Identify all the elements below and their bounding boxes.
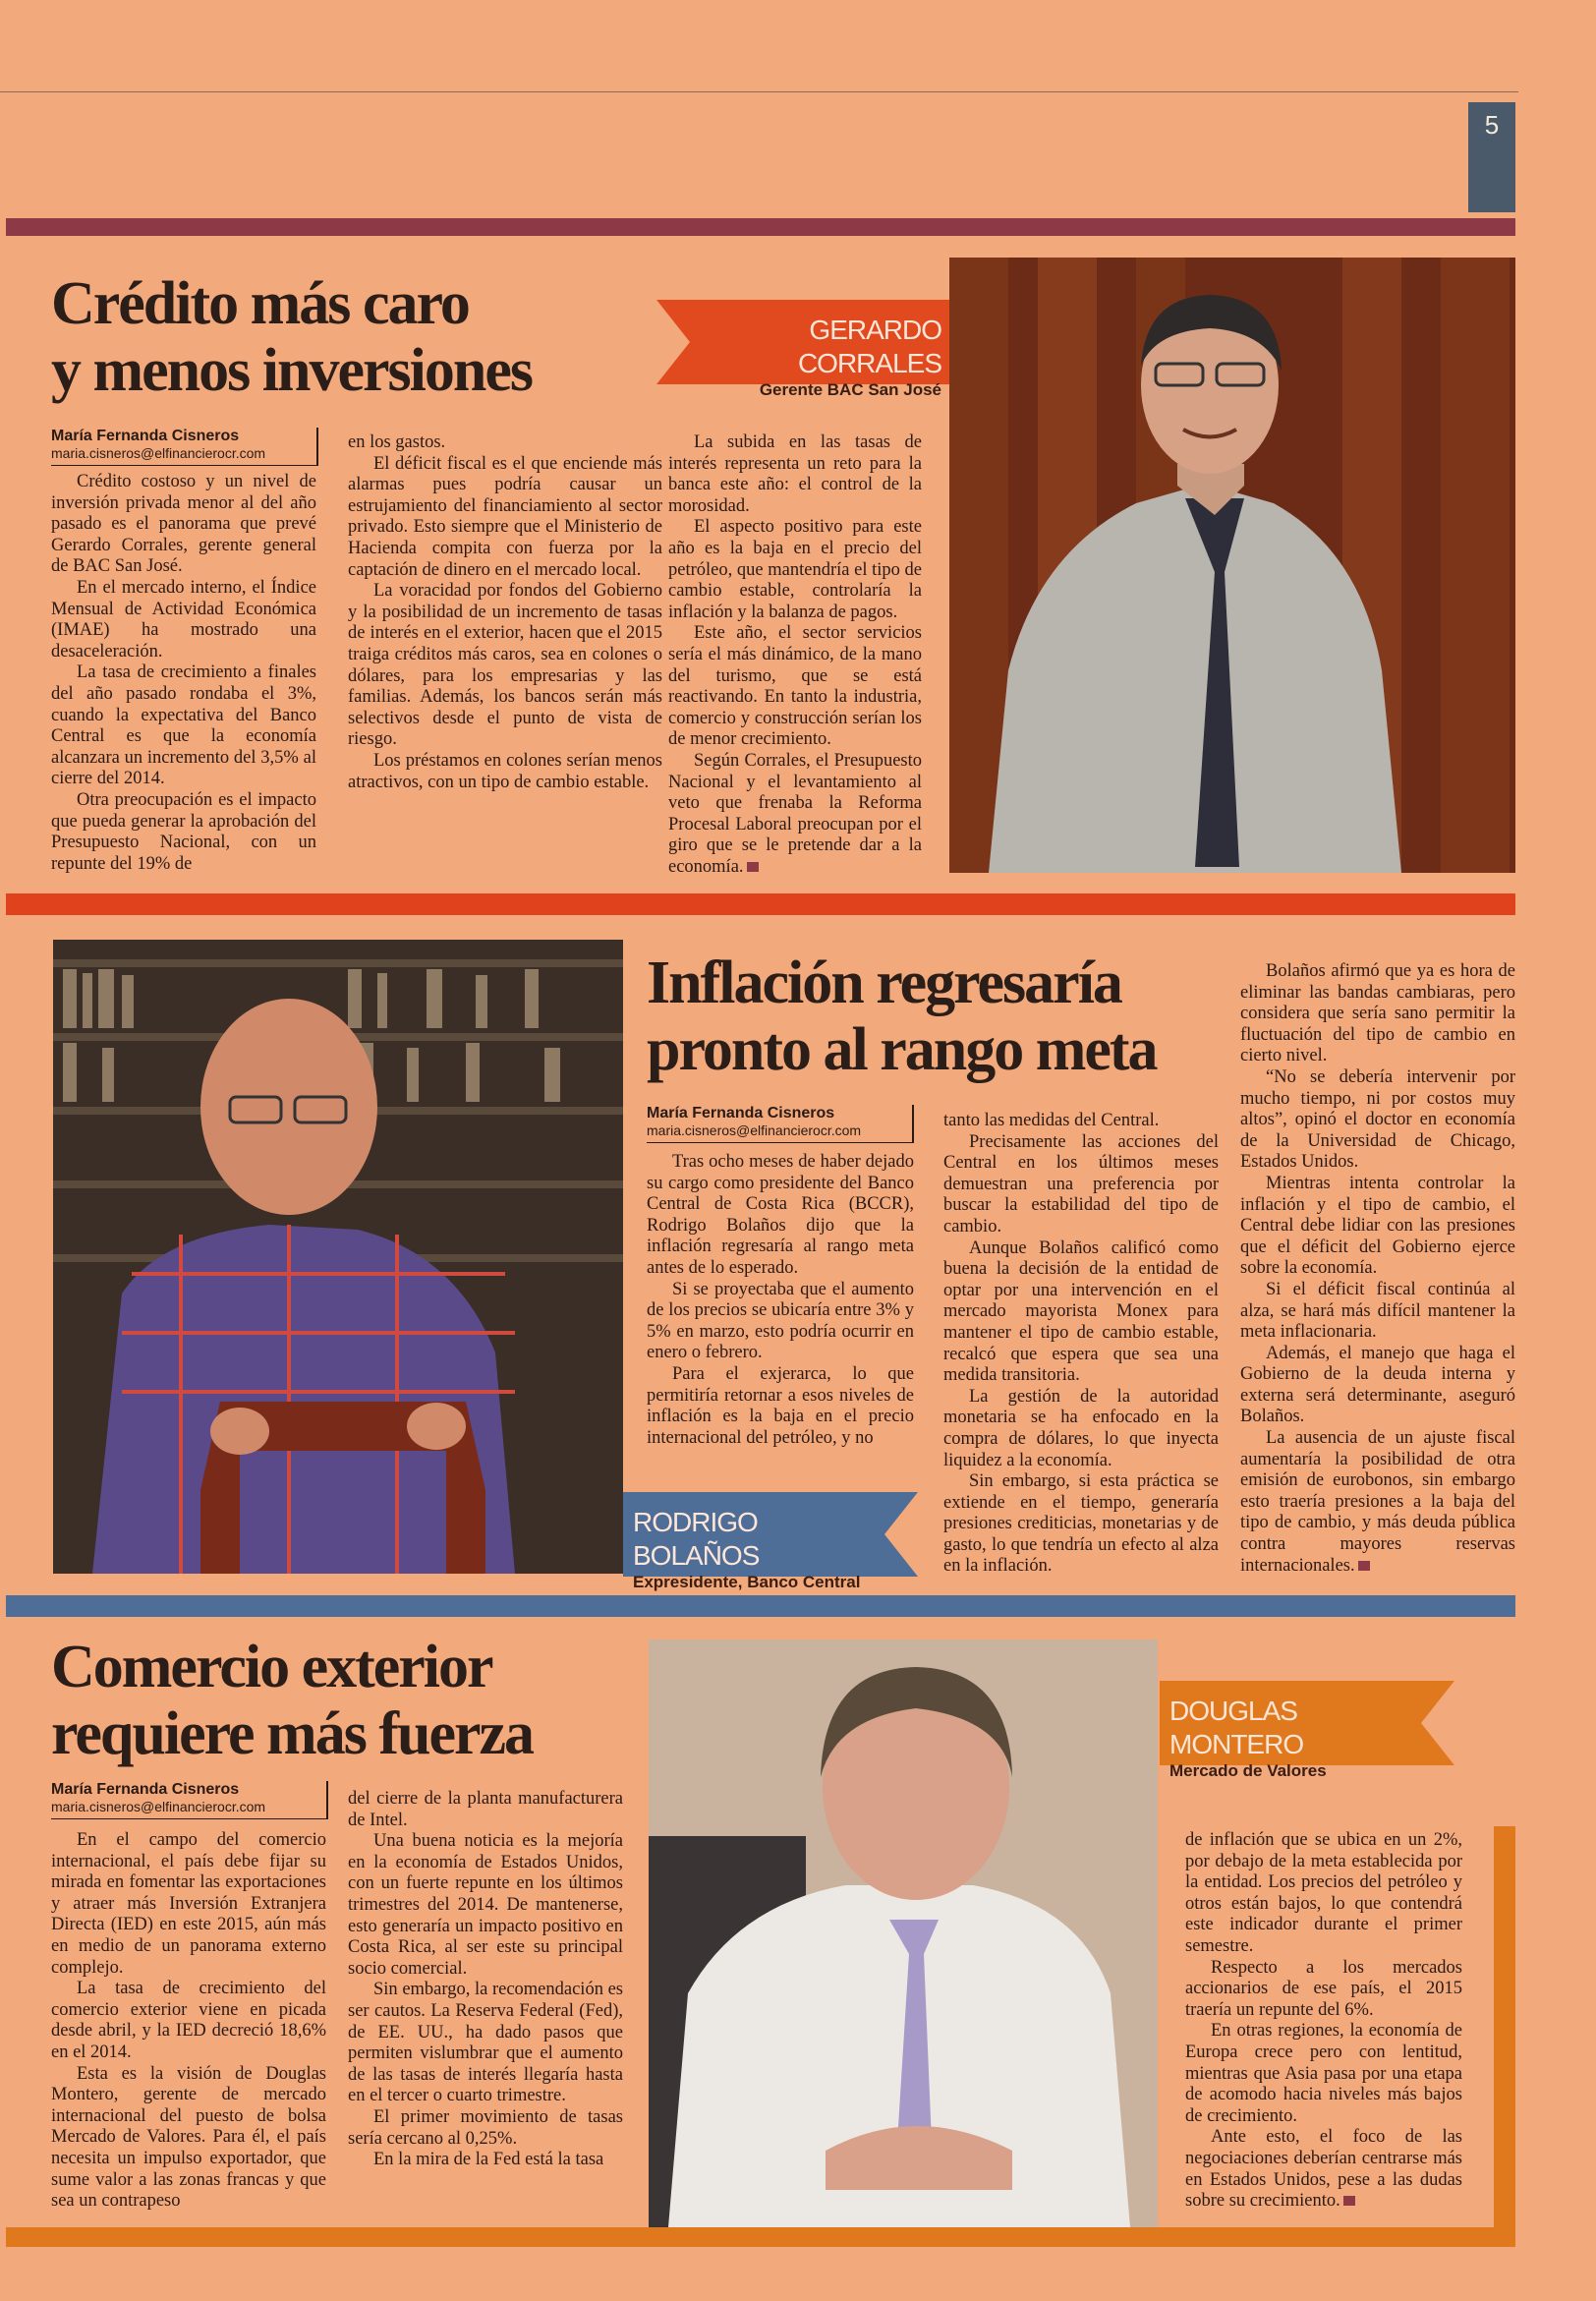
article-2-column-2 bbox=[943, 1111, 1219, 1578]
paragraph: Además, el manejo que haga el Gobierno de la deuda interna y externa será determinante, aseguró Bolaños. bbox=[1240, 1343, 1515, 1427]
paragraph: En el mercado interno, el Índice Mensual de Actividad Económica (IMAE) ha mostrado una desaceleración. bbox=[51, 577, 316, 662]
paragraph: Crédito costoso y un nivel de inversión privada menor al del año pasado es el panorama que prevé Gerardo Corrales, gerente general de BAC San José. bbox=[51, 472, 316, 577]
top-rule bbox=[0, 91, 1518, 92]
article-1-column-1 bbox=[51, 472, 316, 875]
paragraph: Precisamente las acciones del Central en los últimos meses demuestran una preferencia por buscar la estabilidad del tipo de cambio. bbox=[943, 1131, 1219, 1237]
source-name: DOUGLAS MONTERO bbox=[1169, 1696, 1304, 1759]
paragraph: La gestión de la autoridad monetaria se ha enfocado en la compra de dólares, lo que inyecta liquidez a la economía. bbox=[943, 1386, 1219, 1470]
paragraph: La voracidad por fondos del Gobierno y la posibilidad de un incremento de tasas de interés en el exterior, hacen que el 2015 traiga créditos más caros, sea en colones o dólares, para los empresarias y las familias. Además, los bancos serán más selectivos desde el punto de vista de riesgo. bbox=[348, 581, 662, 750]
article-2-headline: Inflación regresaría pronto al rango meta bbox=[647, 949, 1157, 1083]
article-1-headline: Crédito más caro y menos inversiones bbox=[51, 270, 532, 404]
paragraph: del cierre de la planta manufacturera de Intel. bbox=[348, 1789, 623, 1830]
paragraph: La tasa de crecimiento del comercio exterior viene en picada desde abril, y la IED decreció 18,6% en el 2014. bbox=[51, 1979, 326, 2062]
paragraph: Mientras intenta controlar la inflación y el tipo de cambio, el Central debe lidiar con las presiones que el déficit del Gobierno ejerce sobre la economía. bbox=[1240, 1173, 1515, 1279]
paragraph: El aspecto positivo para este año es la baja en el precio del petróleo, que mantendría el tipo de cambio estable, controlaría la inflación y la balanza de pagos. bbox=[668, 517, 922, 622]
side-bar-orange bbox=[1494, 1826, 1515, 2239]
paragraph: Aunque Bolaños calificó como buena la decisión de la entidad de optar por una intervención en el mercado mayorista Monex para mantener el tipo de cambio estable, recalcó que espera que sea una medida transitoria. bbox=[943, 1237, 1219, 1386]
end-mark-icon bbox=[1358, 1561, 1370, 1571]
paragraph: Tras ocho meses de haber dejado su cargo como presidente del Banco Central de Costa Rica (BCCR), Rodrigo Bolaños dijo que la inflación regresaría al rango meta antes de lo esperado. bbox=[647, 1152, 914, 1278]
paragraph: Si el déficit fiscal continúa al alza, se hará más difícil mantener la meta inflacionaria. bbox=[1240, 1279, 1515, 1343]
paragraph: de inflación que se ubica en un 2%, por debajo de la meta establecida por la entidad. Los precios del petróleo y otros están bajos, lo que contendrá este indicador durante el primer semestre. bbox=[1185, 1830, 1462, 1956]
photo-gerardo-corrales bbox=[949, 258, 1515, 873]
paragraph: tanto las medidas del Central. bbox=[943, 1111, 1160, 1130]
paragraph: Otra preocupación es el impacto que pueda generar la aprobación del Presupuesto Nacional, con un repunte del 19% de bbox=[51, 789, 316, 874]
paragraph: Los préstamos en colones serían menos atractivos, con un tipo de cambio estable. bbox=[348, 750, 662, 792]
author-email: maria.cisneros@elfinancierocr.com bbox=[647, 1122, 862, 1138]
paragraph: Según Corrales, el Presupuesto Nacional y el levantamiento al veto que frenaba la Reforma Procesal Laboral preocupan por el giro que se le pretende dar a la economía. bbox=[668, 750, 922, 877]
section-band-lower bbox=[6, 1595, 1515, 1617]
paragraph: El déficit fiscal es el que enciende más alarmas pues podría causar un estrujamiento del financiamiento al sector privado. Esto siempre que el Ministerio de Hacienda compita con fuerza por la captación de dinero en el mercado local. bbox=[348, 453, 662, 580]
paragraph: “No se debería intervenir por mucho tiempo, ni por costos muy altos”, opinó el doctor en economía de la Universidad de Chicago, Estados Unidos. bbox=[1240, 1066, 1515, 1173]
photo-rodrigo-bolanos bbox=[53, 940, 623, 1574]
source-title: Mercado de Valores bbox=[1169, 1761, 1327, 1780]
author-email: maria.cisneros@elfinancierocr.com bbox=[51, 445, 266, 461]
article-3-column-2 bbox=[348, 1789, 623, 2171]
source-ribbon-3 bbox=[1160, 1681, 1454, 1780]
paragraph: Respecto a los mercados accionarios de ese país, el 2015 traería un repunte del 6%. bbox=[1185, 1957, 1462, 2020]
section-band-bottom bbox=[6, 2227, 1515, 2247]
end-mark-icon bbox=[747, 862, 759, 872]
paragraph: Bolaños afirmó que ya es hora de eliminar las bandas cambiaras, pero considera que sería sano permitir la fluctuación del tipo de cambio en cierto nivel. bbox=[1240, 961, 1515, 1066]
source-name: RODRIGO BOLAÑOS bbox=[633, 1507, 760, 1571]
paragraph: En otras regiones, la economía de Europa crece pero con lentitud, mientras que Asia pasa por una etapa de acomodo hacia niveles más bajos de crecimiento. bbox=[1185, 2021, 1462, 2126]
paragraph: El primer movimiento de tasas sería cercano al 0,25%. bbox=[348, 2106, 623, 2149]
section-band-top bbox=[6, 218, 1515, 236]
paragraph: Esta es la visión de Douglas Montero, gerente de mercado internacional del puesto de bolsa Mercado de Valores. Para él, el país necesita un impulso exportador, que sume valor a las zonas francas y que sea un contrapeso bbox=[51, 2063, 326, 2212]
paragraph: En la mira de la Fed está la tasa bbox=[373, 2150, 604, 2170]
source-ribbon-1 bbox=[656, 300, 951, 399]
article-3-byline bbox=[51, 1781, 328, 1819]
paragraph: Si se proyectaba que el aumento de los precios se ubicaría entre 3% y 5% en marzo, esto podría ocurrir en enero o febrero. bbox=[647, 1279, 914, 1363]
paragraph: Una buena noticia es la mejoría en la economía de Estados Unidos, con un fuerte repunte en los últimos trimestres del 2014. De mantenerse, esto generaría un impacto positivo en Costa Rica, al ser este su principal socio comercial. bbox=[348, 1831, 623, 1979]
paragraph: La tasa de crecimiento a finales del año pasado rondaba el 3%, cuando la expectativa del Banco Central es que la economía alcanzara un incremento del 3,5% al cierre del 2014. bbox=[51, 662, 316, 789]
source-title: Expresidente, Banco Central bbox=[633, 1573, 861, 1591]
paragraph: En el campo del comercio internacional, el país debe fijar su mirada en fomentar las exportaciones y atraer más Inversión Extranjera Directa (IED) en este 2015, aún más en medio de un panorama externo complejo. bbox=[51, 1830, 326, 1978]
paragraph: La ausencia de un ajuste fiscal aumentaría la posibilidad de otra emisión de eurobonos, sin embargo esto traería presiones a la baja del tipo de cambio, y más deuda pública contra mayores reservas internacionales. bbox=[1240, 1428, 1515, 1576]
article-3-column-1 bbox=[51, 1830, 326, 2213]
article-1-column-3 bbox=[668, 432, 922, 878]
end-mark-icon bbox=[1343, 2196, 1355, 2206]
paragraph: Para el exjerarca, lo que permitiría retornar a esos niveles de inflación es la baja en el precio internacional del petróleo, y no bbox=[647, 1363, 914, 1448]
section-band-middle bbox=[6, 893, 1515, 915]
page-number: 5 bbox=[1468, 102, 1515, 212]
paragraph: Este año, el sector servicios sería el más dinámico, de la mano del turismo, que se está reactivando. En tanto la industria, comercio y construcción serían los de menor crecimiento. bbox=[668, 623, 922, 750]
paragraph: en los gastos. bbox=[348, 432, 446, 452]
author-email: maria.cisneros@elfinancierocr.com bbox=[51, 1799, 266, 1814]
article-3-headline: Comercio exterior requiere más fuerza bbox=[51, 1634, 533, 1767]
paragraph: La subida en las tasas de interés representa un reto para la banca este año: el control de la morosidad. bbox=[668, 432, 922, 516]
article-1-byline bbox=[51, 428, 318, 466]
source-name: GERARDO CORRALES bbox=[797, 315, 941, 378]
photo-douglas-montero bbox=[649, 1639, 1158, 2227]
author-name: María Fernanda Cisneros bbox=[51, 428, 240, 444]
article-3-column-3 bbox=[1185, 1830, 1462, 2213]
article-1-column-2 bbox=[348, 432, 662, 793]
article-2-column-3 bbox=[1240, 961, 1515, 1577]
author-name: María Fernanda Cisneros bbox=[647, 1105, 835, 1122]
article-2-byline bbox=[647, 1105, 914, 1143]
source-title: Gerente BAC San José bbox=[759, 380, 941, 399]
paragraph: Ante esto, el foco de las negociaciones deberían centrarse más en Estados Unidos, pese a las dudas sobre su crecimiento. bbox=[1185, 2127, 1462, 2212]
paragraph: Sin embargo, si esta práctica se extiende en el tiempo, generaría presiones crediticias, monetarias y de gasto, lo que tendría un efecto al alza en la inflación. bbox=[943, 1471, 1219, 1577]
paragraph: Sin embargo, la recomendación es ser cautos. La Reserva Federal (Fed), de EE. UU., ha dado pasos que permiten vislumbrar que el aumento de las tasas de interés llegaría hasta en el tercer o cuarto trimestre. bbox=[348, 1980, 623, 2106]
author-name: María Fernanda Cisneros bbox=[51, 1781, 240, 1798]
article-2-column-1 bbox=[647, 1152, 914, 1449]
source-ribbon-2 bbox=[623, 1492, 918, 1591]
